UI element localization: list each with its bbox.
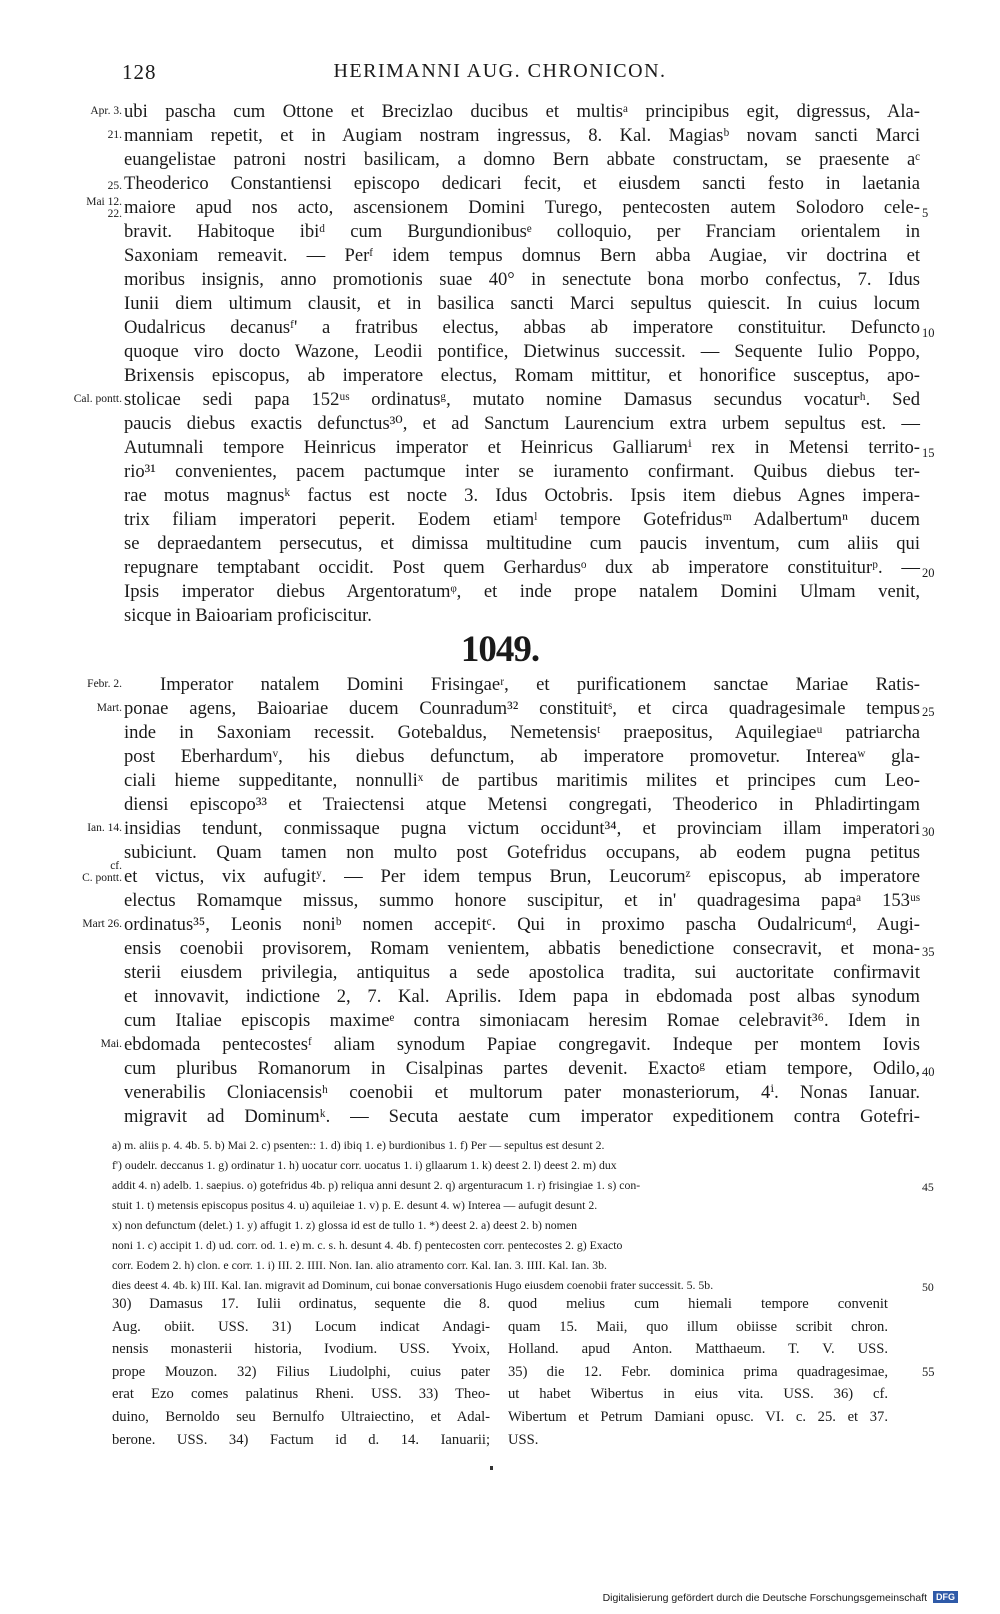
text-line: paucis diebus exactis defunctus³⁰, et ad Sanctum Laurencium extra urbem sepultus est. — [124,413,920,434]
text-line: Autumnali tempore Heinricus imperator et Heinricus Galliarumⁱ rex in Metensi territo- [124,437,920,458]
text-line: Ipsis imperator diebus Argentoratumᵠ, et inde prope natalem Domini Ulmam venit, [124,581,920,602]
apparatus-line: x) non defunctum (delet.) 1. y) affugit 1. z) glossa id est de tullo 1. *) deest 2. a) deest 2. b) nomen [112,1218,577,1232]
line-number: 10 [922,326,935,340]
line-number: 5 [922,206,929,220]
apparatus-line: f') oudelr. deccanus 1. g) ordinatur 1. h) uocatur corr. uocatus 1. i) gllaarum 1. k) deest 2. l) deest 2. m) dux [112,1158,617,1172]
text-line: subiciunt. Quam tamen non multo post Gotefridus occupans, ab eodem pugna petitus [124,842,920,863]
text-line: Oudalricus decanusᶠ' a fratribus electus, abbas ab imperatore constituitur. Defuncto [124,317,920,338]
dfg-logo: DFG [933,1591,958,1603]
margin-date-note: Mai 12. [86,196,122,208]
note-line: quam 15. Maii, quo illum obiisse scribit chron. [508,1318,888,1335]
line-number: 55 [922,1365,935,1379]
line-number: 50 [922,1280,934,1294]
text-line: venerabilis Cloniacensisʰ coenobii et multorum pater monasteriorum, 4ⁱ. Nonas Ianuar. [124,1082,920,1103]
text-line: post Eberhardumᵛ, his diebus defunctum, ab imperatore promovetur. Intereaʷ gla- [124,746,920,767]
text-line: sicque in Baioariam proficiscitur. [124,605,372,626]
note-line: 30) Damasus 17. Iulii ordinatus, sequente die 8. [112,1296,490,1312]
apparatus-line: stuit 1. t) metensis episcopus positus 4. u) aquileiae 1. v) p. E. desunt 4. w) Interea — aufugit desunt 2. [112,1198,598,1212]
text-line: cum Italiae episcopis maximeᵉ contra simoniacam heresim Romae celebravit³⁶. Idem in [124,1010,920,1031]
note-line: Holland. apud Anton. Matthaeum. T. V. USS. [508,1341,888,1358]
year-heading: 1049. [460,629,540,670]
text-line: Imperator natalem Domini Frisingaeʳ, et purificationem sanctae Mariae Ratis- [160,674,920,695]
credit-text: Digitalisierung gefördert durch die Deutsche Forschungsgemeinschaft [602,1592,928,1604]
note-line: USS. [508,1431,539,1448]
apparatus-line: noni 1. c) accipit 1. d) ud. corr. od. 1. e) m. c. s. h. desunt 4. 4b. f) pentecosten corr. pentecostes 2. g) Exacto [112,1238,623,1252]
note-line: nensis monasterii historia, Ivodium. USS. Yvoix, [112,1341,490,1358]
text-line: ubi pascha cum Ottone et Brecizlao ducibus et multisᵃ principibus egit, digressus, Ala- [124,101,920,122]
text-line: rio³¹ convenientes, pacem pactumque inter se iuramento confirmant. Quibus diebus ter- [124,461,920,482]
text-line: et innovavit, indictione 2, 7. Kal. Aprilis. Idem papa in ebdomada post albas synodum [124,986,920,1007]
note-line: ut habet Wibertus in eius vita. USS. 36) cf. [508,1386,888,1403]
text-line: ciali hieme suppeditante, nonnulliˣ de partibus maritimis milites et principes cum Leo- [124,770,920,791]
text-line: Theoderico Constantiensi episcopo dedicari fecit, et eiusdem sancti festo in laetania [124,173,920,194]
margin-date-note: Febr. 2. [87,678,122,690]
apparatus-line: a) m. aliis p. 4. 4b. 5. b) Mai 2. c) psenten:: 1. d) ibiq 1. e) burdionibus 1. f) Per — sepultus est desunt 2. [112,1138,605,1152]
apparatus-line: corr. Eodem 2. h) clon. e corr. 1. i) III. 2. IIII. Non. Ian. alio atramento corr. Kal. Ian. 3. IIII. Kal. Ian. 3b. [112,1258,607,1272]
margin-date-note: Cal. pontt. [73,393,122,405]
text-line: migravit ad Dominumᵏ. — Secuta aestate cum imperator expeditionem contra Gotefri- [124,1106,920,1127]
text-line: ponae agens, Baioariae ducem Counradum³² constituitˢ, et circa quadragesimale tempus [124,698,920,719]
text-line: maiore apud nos acto, ascensionem Domini Turego, pentecosten autem Solodoro cele- [124,197,920,218]
page-mark [490,1466,493,1470]
line-number: 25 [922,705,935,719]
line-number: 20 [922,566,935,580]
apparatus-line: dies deest 4. 4b. k) III. Kal. Ian. migravit ad Dominum, cui bonae conversationis Hugo eiusdem coenobii frater successit. 5. 5b. [112,1278,714,1292]
text-line: ensis coenobii provisorem, Romam venientem, abbatis benedictione consecravit, et mona- [124,938,920,959]
apparatus-line: addit 4. n) adelb. 1. saepius. o) gotefridus 4b. p) reliqua anni desunt 2. q) argenturacum 1. r) frisingiae 1. s) con- [112,1178,641,1192]
line-number: 15 [922,446,935,460]
text-line: Saxoniam remeavit. — Perᶠ idem tempus domnus Bern abba Augiae, vir doctrina et [124,245,920,266]
note-line: Aug. obiit. USS. 31) Locum indicat Andagi- [112,1318,490,1335]
margin-date-note: 21. [107,129,122,141]
margin-date-note: Mart 26. [82,918,122,930]
margin-date-note: Mai. [100,1038,122,1050]
margin-date-note: Mart. [96,702,122,714]
text-line: ordinatus³⁵, Leonis noniᵇ nomen accepitᶜ. Qui in proximo pascha Oudalricumᵈ, Augi- [124,914,920,935]
note-line: 35) die 12. Febr. dominica prima quadragesimae, [508,1363,888,1380]
text-line: euangelistae patroni nostri basilicam, a domno Bern abbate constructam, se praesente aᶜ [124,149,920,170]
line-number: 30 [922,825,935,839]
note-line: quod melius cum hiemali tempore convenit [508,1296,888,1312]
text-line: trix filiam imperatori peperit. Eodem etiamˡ tempore Gotefridusᵐ Adalbertumⁿ ducem [124,509,920,530]
text-line: repugnare temptabant occidit. Post quem Gerhardusᵒ dux ab imperatore constituiturᵖ. — [124,557,920,578]
digitization-credit [603,1591,958,1604]
page-header [0,60,1000,88]
text-line: Brixensis episcopus, ab imperatore electus, Romam mittitur, et honorifice susceptus, apo- [124,365,920,386]
text-line: se depraedantem persecutus, et dimissa multitudine cum paucis inventum, cum aliis qui [124,533,920,554]
text-line: electus Romamque missus, summo honore suscipitur, et in' quadragesima papaᵃ 153ᵘˢ [124,890,920,911]
text-line: ebdomada pentecostesᶠ aliam synodum Papiae congregavit. Indeque per montem Iovis [124,1034,920,1055]
note-line: Wibertum et Petrum Damiani opusc. VI. c. 25. et 37. [508,1408,888,1425]
text-line: inde in Saxoniam recessit. Gotebaldus, Nemetensisᵗ praepositus, Aquilegiaeᵘ patriarcha [124,722,920,743]
margin-date-note: 25. [107,180,122,192]
margin-date-note: cf. [110,860,122,872]
text-line: stolicae sedi papa 152ᵘˢ ordinatusᵍ, mutato nomine Damasus secundus vocaturʰ. Sed [124,389,920,410]
text-line: rae motus magnusᵏ factus est nocte 3. Idus Octobris. Ipsis item diebus Agnes impera- [124,485,920,506]
running-title: HERIMANNI AUG. CHRONICON. [333,60,667,82]
page-number: 128 [122,60,157,84]
text-line: et victus, vix aufugitʸ. — Per idem tempus Brun, Leucorumᶻ episcopus, ab imperatore [124,866,920,887]
notes-column-left [112,1296,490,1454]
text-line: manniam repetit, et in Augiam nostram ingressus, 8. Kal. Magiasᵇ novam sancti Marci [124,125,920,146]
note-line: berone. USS. 34) Factum id d. 14. Ianuarii; [112,1431,490,1448]
text-line: sterii eiusdem privilegia, antiquitus a sede apostolica tradita, sui auctoritate confirmavit [124,962,920,983]
text-line: quoque viro docto Wazone, Leodii pontifice, Dietwinus successit. — Sequente Iulio Poppo, [124,341,920,362]
line-number: 45 [922,1180,934,1194]
text-line: bravit. Habitoque ibiᵈ cum Burgundionibusᵉ colloquio, per Franciam orientalem in [124,221,920,242]
text-line: moribus insignis, anno promotionis suae 40° in senectute bona morbo confectus, 7. Idus [124,269,920,290]
text-line: insidias tendunt, conmissaque pugna victum occidunt³⁴, et provinciam illam imperatori [124,818,920,839]
note-line: duino, Bernoldo seu Bernulfo Ultraiectino, et Adal- [112,1408,490,1425]
margin-date-note: Ian. 14. [87,822,122,834]
text-line: cum pluribus Romanorum in Cisalpinas partes devenit. Exactoᵍ etiam tempore, Odilo, [124,1058,920,1079]
margin-date-note: Apr. 3. [90,105,122,117]
note-line: erat Ezo comes palatinus Rheni. USS. 33) Theo- [112,1386,490,1403]
text-line: Iunii diem ultimum clausit, et in basilica sancti Marci sepultus quiescit. In cuius locum [124,293,920,314]
line-number: 35 [922,945,935,959]
margin-date-note: C. pontt. [82,872,122,884]
notes-column-right [508,1296,888,1454]
margin-date-note: 22. [107,208,122,220]
note-line: prope Mouzon. 32) Filius Liudolphi, cuius pater [112,1363,490,1380]
text-line: diensi episcopo³³ et Traiectensi atque Metensi congregati, Theoderico in Phladirtingam [124,794,920,815]
line-number: 40 [922,1065,935,1079]
